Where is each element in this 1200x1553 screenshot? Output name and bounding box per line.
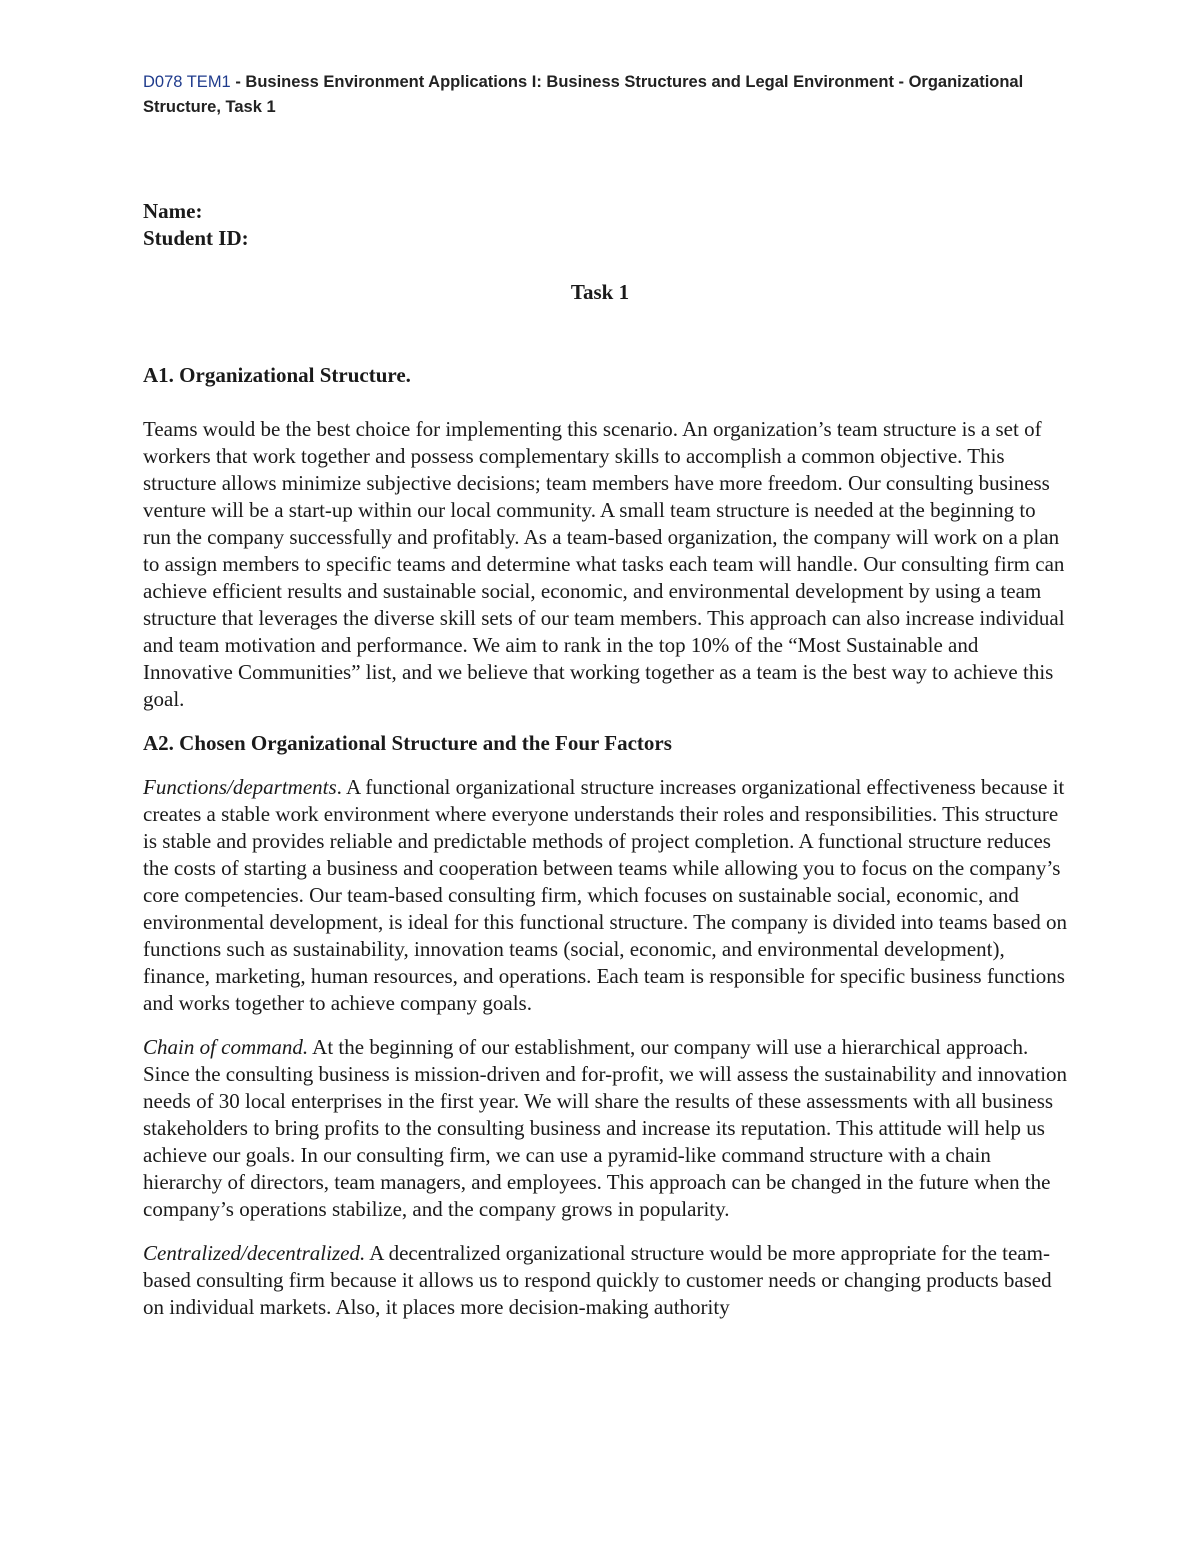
functions-paragraph — [143, 774, 1068, 1017]
document-body — [143, 198, 1068, 1321]
centralized-text: A decentralized organizational structure would be more appropriate for the team-based consulting firm because it allows us to respond quickly to customer needs or changing products based on individual markets. Also, it places more decision-making authority — [143, 1241, 1052, 1319]
section-a1-paragraph: Teams would be the best choice for implementing this scenario. An organization’s team structure is a set of workers that work together and possess complementary skills to accomplish a common objective. This structure allows minimize subjective decisions; team members have more freedom. Our consulting business venture will be a start-up within our local community. A small team structure is needed at the beginning to run the company successfully and profitably. As a team-based organization, the company will work on a plan to assign members to specific teams and determine what tasks each team will handle. Our consulting firm can achieve efficient results and sustainable social, economic, and environmental development by using a team structure that leverages the diverse skill sets of our team members. This approach can also increase individual and team motivation and performance. We aim to rank in the top 10% of the “Most Sustainable and Innovative Communities” list, and we believe that working together as a team is the best way to achieve this goal. — [143, 417, 1065, 711]
course-title: - Business Environment Applications I: Business Structures and Legal Environment - Organizational Structure, Task 1 — [143, 73, 1024, 116]
spacer — [143, 757, 1068, 774]
spacer — [143, 306, 1068, 362]
chain-label: Chain of command. — [143, 1035, 309, 1059]
centralized-paragraph — [143, 1240, 1068, 1321]
course-code: D078 TEM1 — [143, 73, 231, 91]
functions-text: . A functional organizational structure increases organizational effectiveness because it creates a stable work environment where everyone understands their roles and responsibilities. This structure is stable and provides reliable and predictable methods of project completion. A functional structure reduces the costs of starting a business and cooperation between teams while allowing you to focus on the company’s core competencies. Our team-based consulting firm, which focuses on sustainable social, economic, and environmental development, is ideal for this functional structure. The company is divided into teams based on functions such as sustainability, innovation teams (social, economic, and environmental development), finance, marketing, human resources, and operations. Each team is responsible for specific business functions and works together to achieve company goals. — [143, 775, 1067, 1015]
section-a2-heading: A2. Chosen Organizational Structure and the Four Factors — [143, 731, 672, 755]
task-title: Task 1 — [570, 280, 630, 304]
spacer — [143, 713, 1068, 730]
chain-text: At the beginning of our establishment, our company will use a hierarchical approach. Since the consulting business is mission-driven and for-profit, we will assess the sustainability and innovation needs of 30 local enterprises in the first year. We will share the results of these assessments with all business stakeholders to bring profits to the consulting business and increase its reputation. This attitude will help us achieve our goals. In our consulting firm, we can use a pyramid-like command structure with a chain hierarchy of directors, team managers, and employees. This approach can be changed in the future when the company’s operations stabilize, and the company grows in popularity. — [143, 1035, 1068, 1221]
student-id-label: Student ID: — [143, 226, 249, 250]
name-label: Name: — [143, 199, 203, 223]
functions-label: Functions/departments — [143, 775, 337, 799]
document-header — [143, 70, 1043, 120]
spacer — [143, 1223, 1068, 1240]
spacer — [143, 1017, 1068, 1034]
spacer — [143, 389, 1068, 416]
chain-paragraph — [143, 1034, 1068, 1223]
section-a1-heading: A1. Organizational Structure. — [143, 363, 411, 387]
centralized-label: Centralized/decentralized. — [143, 1241, 366, 1265]
